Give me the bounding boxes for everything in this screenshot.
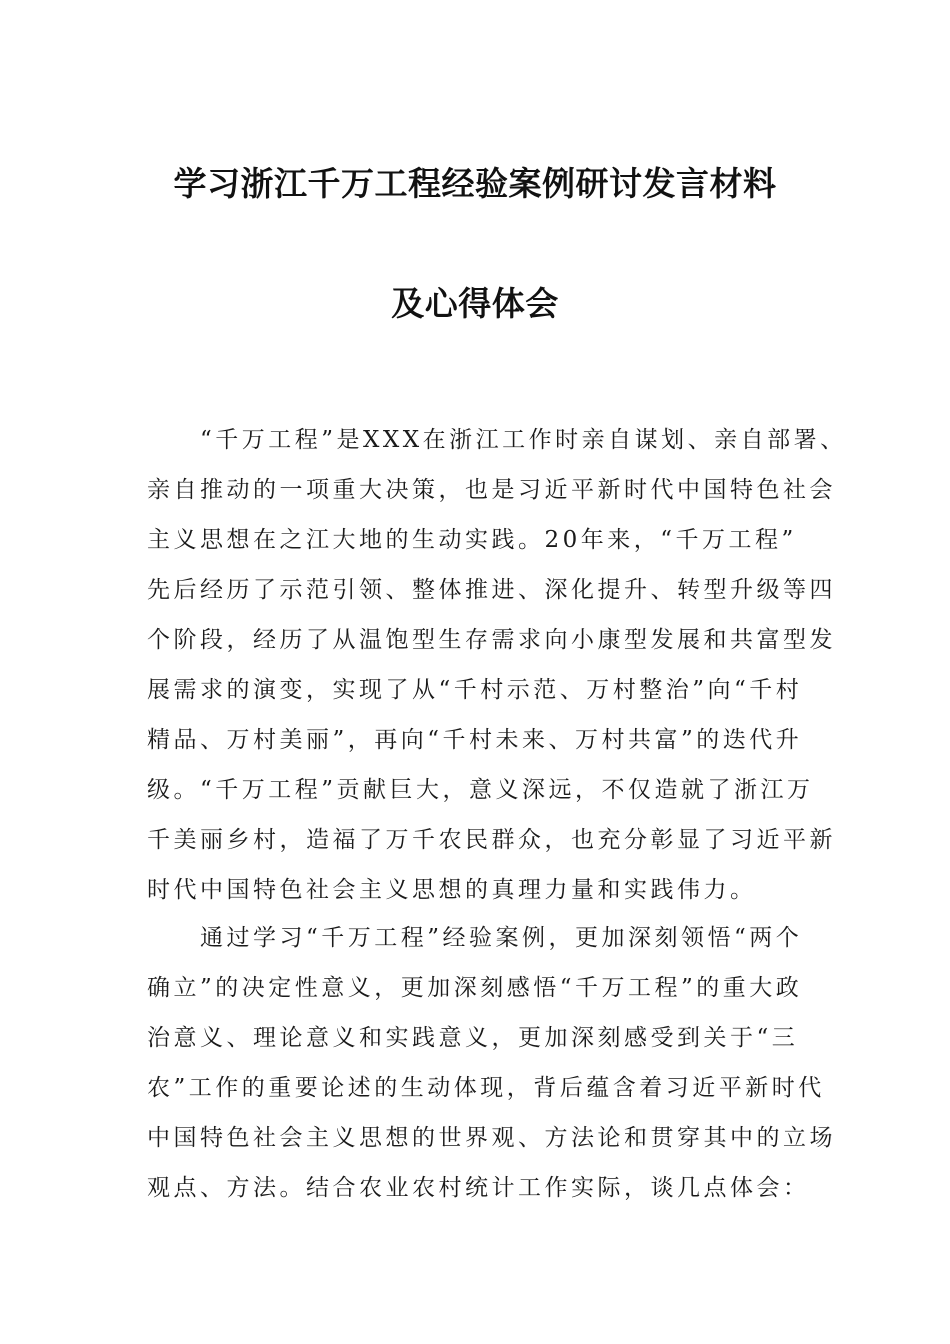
paragraph-line: “千万工程”是XXX在浙江工作时亲自谋划、亲自部署、 [147,427,847,453]
paragraph-line: 级。“千万工程”贡献巨大，意义深远，不仅造就了浙江万 [147,777,814,803]
document-title-line-1: 学习浙江千万工程经验案例研讨发言材料 [173,164,777,203]
paragraph-line: 先后经历了示范引领、整体推进、深化提升、转型升级等四 [147,577,836,603]
paragraph-line: 亲自推动的一项重大决策，也是习近平新时代中国特色社会 [147,477,836,503]
paragraph-line: 个阶段，经历了从温饱型生存需求向小康型发展和共富型发 [147,627,836,653]
document-title-line-2: 及心得体会 [391,284,559,323]
paragraph-2 [147,913,836,1213]
paragraph-line: 精品、万村美丽”，再向“千村未来、万村共富”的迭代升 [147,727,803,753]
paragraph-line: 农”工作的重要论述的生动体现，背后蕴含着习近平新时代 [147,1075,825,1101]
paragraph-line: 展需求的演变，实现了从“千村示范、万村整治”向“千村 [147,677,803,703]
paragraph-line: 观点、方法。结合农业农村统计工作实际，谈几点体会： [147,1175,810,1201]
paragraph-line: 中国特色社会主义思想的世界观、方法论和贯穿其中的立场 [147,1125,836,1151]
paragraph-line: 千美丽乡村，造福了万千农民群众，也充分彰显了习近平新 [147,827,836,853]
paragraph-line: 时代中国特色社会主义思想的真理力量和实践伟力。 [147,877,757,903]
paragraph-line: 主义思想在之江大地的生动实践。20年来，“千万工程” [147,527,797,553]
paragraph-line: 治意义、理论意义和实践意义，更加深刻感受到关于“三 [147,1025,799,1051]
paragraph-line: 通过学习“千万工程”经验案例，更加深刻领悟“两个 [147,925,803,951]
paragraph-1 [147,415,847,915]
paragraph-line: 确立”的决定性意义，更加深刻感悟“千万工程”的重大政 [147,975,803,1001]
